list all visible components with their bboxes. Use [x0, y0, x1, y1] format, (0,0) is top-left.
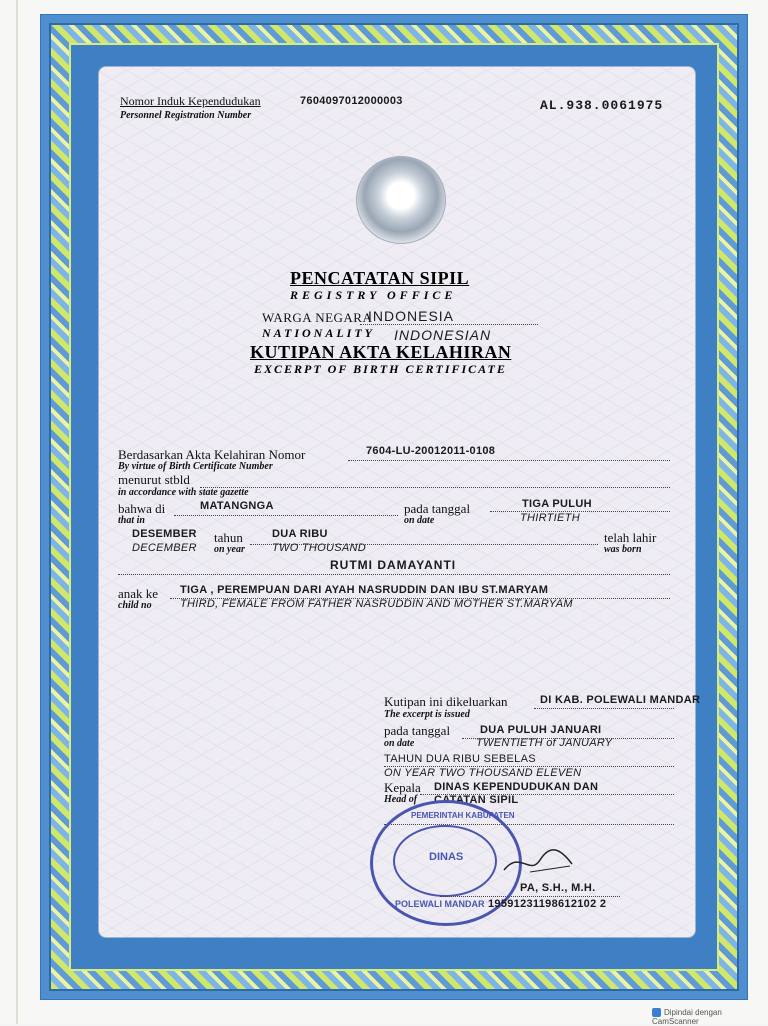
nik-label-en: Personnel Registration Number — [120, 110, 252, 121]
birthdate-value-en: THIRTIETH — [520, 512, 580, 524]
document-title: KUTIPAN AKTA KELAHIRAN — [250, 342, 512, 362]
issued-label-en: The excerpt is issued — [384, 709, 470, 720]
office-title-en: REGISTRY OFFICE — [290, 288, 457, 302]
birthdate-label-en: on date — [404, 515, 435, 526]
office-title: PENCATATAN SIPIL — [290, 268, 470, 288]
camscanner-icon — [652, 1008, 661, 1017]
signer-nip: 19591231198612102 2 — [488, 898, 607, 910]
birth-year-label-en: on year — [214, 544, 245, 555]
birth-month-value-en: DECEMBER — [132, 542, 197, 554]
child-name-value: RUTMI DAMAYANTI — [330, 558, 457, 572]
citizenship-value: INDONESIA — [368, 308, 455, 324]
born-label-en: was born — [604, 544, 642, 555]
signature-icon — [500, 840, 580, 880]
head-office-value-2: CATATAN SIPIL — [434, 794, 519, 806]
issue-date-label: pada tanggal — [384, 723, 451, 738]
nik-label: Nomor Induk Kependudukan — [120, 94, 261, 108]
birthplace-value: MATANGNGA — [200, 500, 274, 512]
issue-year-value-en: ON YEAR TWO THOUSAND ELEVEN — [384, 767, 582, 779]
citizenship-label: WARGA NEGARA — [262, 310, 373, 325]
head-label: Kepala — [384, 780, 421, 795]
issue-date-label-en: on date — [384, 738, 415, 749]
gazette-label: menurut stbld — [118, 472, 190, 487]
stamp-center-text: DINAS — [429, 851, 464, 863]
birth-year-value-en: TWO THOUSAND — [272, 542, 367, 554]
child-order-value: TIGA , PEREMPUAN DARI AYAH NASRUDDIN DAN IBU ST.MARYAM — [180, 584, 549, 596]
head-label-en: Head of — [384, 794, 418, 805]
certificate-number-value: 7604-LU-20012011-0108 — [366, 445, 496, 457]
citizenship-value-en: INDONESIAN — [394, 327, 492, 343]
birthplace-label-en: that in — [118, 515, 145, 526]
issue-date-value: DUA PULUH JANUARI — [480, 724, 602, 736]
signer-name: PA, S.H., M.H. — [520, 882, 596, 894]
birth-year-value: DUA RIBU — [272, 528, 328, 540]
nik-value: 7604097012000003 — [300, 95, 403, 107]
issued-value: DI KAB. POLEWALI MANDAR — [540, 694, 701, 706]
child-order-value-en: THIRD, FEMALE FROM FATHER NASRUDDIN AND MOTHER ST.MARYAM — [180, 598, 573, 610]
child-order-label-en: child no — [118, 600, 152, 611]
stamp-top-text: PEMERINTAH KABUPATEN — [411, 811, 515, 820]
citizenship-label-en: NATIONALITY — [262, 326, 376, 340]
head-office-value-1: DINAS KEPENDUDUKAN DAN — [434, 781, 599, 793]
stamp-bottom-text: POLEWALI MANDAR — [395, 899, 485, 909]
born-label: telah lahir — [604, 530, 657, 545]
issue-year-value: TAHUN DUA RIBU SEBELAS — [384, 753, 536, 765]
serial-number: AL.938.0061975 — [540, 98, 664, 113]
issue-date-value-en: TWENTIETH of JANUARY — [476, 737, 613, 749]
gazette-label-en: in accordance with state gazette — [118, 487, 249, 498]
birthplace-label: bahwa di — [118, 501, 166, 516]
certificate-number-label: Berdasarkan Akta Kelahiran Nomor — [118, 447, 306, 462]
birth-year-label: tahun — [214, 530, 243, 545]
birthdate-value: TIGA PULUH — [522, 498, 592, 510]
issued-label: Kutipan ini dikeluarkan — [384, 694, 508, 709]
birthdate-label: pada tanggal — [404, 501, 471, 516]
document-title-en: EXCERPT OF BIRTH CERTIFICATE — [254, 362, 507, 376]
camscanner-watermark: Dipindai dengan CamScanner — [652, 1008, 722, 1026]
certificate-number-label-en: By virtue of Birth Certificate Number — [118, 461, 273, 472]
birth-month-value: DESEMBER — [132, 528, 197, 540]
hologram-seal-icon — [356, 156, 446, 244]
child-order-label: anak ke — [118, 586, 159, 601]
